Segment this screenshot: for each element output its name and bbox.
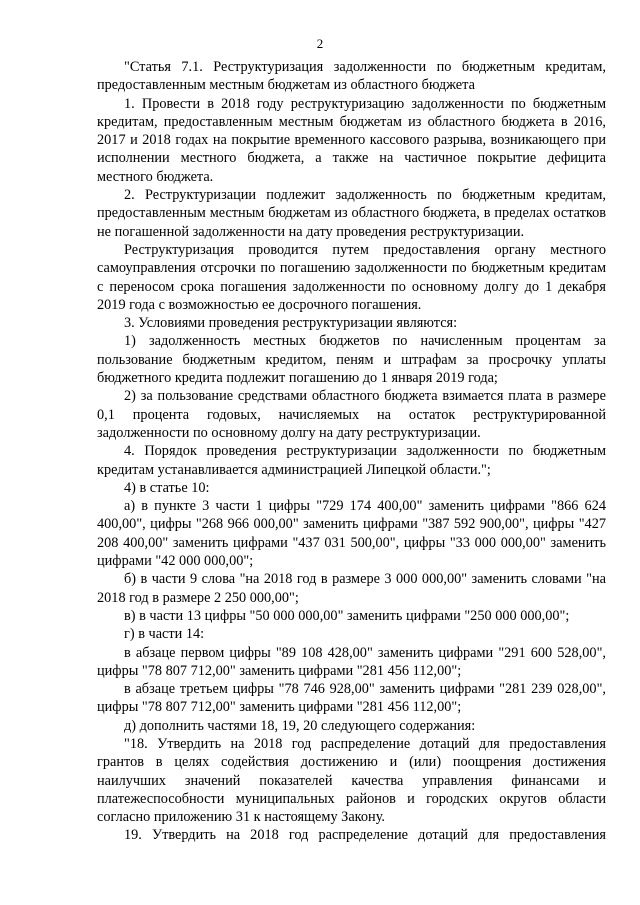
paragraph-abzac-3: в абзаце третьем цифры "78 746 928,00" заменить цифрами "281 239 028,00", цифры "78 807 712,00" заменить цифрами "281 456 112,00"; xyxy=(97,681,606,716)
paragraph-sub-d: д) дополнить частями 18, 19, 20 следующего содержания: xyxy=(124,717,476,734)
page-number: 2 xyxy=(316,36,324,51)
paragraph-restructuring: Реструктуризация проводится путем предоставления органу местного самоуправления отсрочки по погашению задолженности по бюджетным кредитам с переносом срока погашения задолженности по основному долгу до 1 декабря 2019 года с возможностью ее досрочного погашения. xyxy=(97,241,606,313)
document-body xyxy=(97,58,606,845)
paragraph-sub-v: в) в части 13 цифры "50 000 000,00" заменить цифрами "250 000 000,00"; xyxy=(124,607,570,624)
paragraph-item-1: 1. Провести в 2018 году реструктуризацию задолженности по бюджетным кредитам, предоставленным местным бюджетам из областного бюджета в 2016, 2017 и 2018 годах на покрытие временного кассового разрыва, возникающего при исполнении местного бюджета, а также на частичное покрытие дефицита местного бюджета. xyxy=(97,95,606,185)
paragraph-sub-a: а) в пункте 3 части 1 цифры "729 174 400,00" заменить цифрами "866 624 400,00", цифры "268 966 000,00" заменить цифрами "387 592 900,00", цифры "427 208 400,00" заменить цифрами "437 031 500,00", цифры "33 000 000,00" заменить цифрами "42 000 000,00"; xyxy=(97,498,606,570)
paragraph-item-2: 2. Реструктуризации подлежит задолженность по бюджетным кредитам, предоставленным местным бюджетам из областного бюджета, в пределах остатков не погашенной задолженности на дату проведения реструктуризации. xyxy=(97,187,606,240)
paragraph-abzac-1: в абзаце первом цифры "89 108 428,00" заменить цифрами "291 600 528,00", цифры "78 807 712,00" заменить цифрами "281 456 112,00"; xyxy=(97,644,606,679)
paragraph-item-4: 4. Порядок проведения реструктуризации задолженности по бюджетным кредитам устанавливается администрацией Липецкой области."; xyxy=(97,443,606,478)
article-heading: "Статья 7.1. Реструктуризация задолженности по бюджетным кредитам, предоставленным местным бюджетам из областного бюджета xyxy=(97,59,606,94)
paragraph-part-19: 19. Утвердить на 2018 год распределение дотаций для предоставления xyxy=(124,827,606,844)
paragraph-condition-2: 2) за пользование средствами областного бюджета взимается плата в размере 0,1 процента годовых, начисляемых на остаток реструктурированной задолженности по основному долгу на дату реструктуризации. xyxy=(97,388,606,441)
paragraph-article-10: 4) в статье 10: xyxy=(124,479,210,496)
paragraph-sub-b: б) в части 9 слова "на 2018 год в размере 3 000 000,00" заменить словами "на 2018 год в размере 2 250 000,00"; xyxy=(97,571,606,606)
paragraph-part-18: "18. Утвердить на 2018 год распределение дотаций для предоставления грантов в целях содействия достижению и (или) поощрения достижения наилучших значений показателей качества управления финансами и платежеспособности муниципальных районов и городских округов области согласно приложению 31 к настоящему Закону. xyxy=(97,735,606,826)
paragraph-condition-1: 1) задолженность местных бюджетов по начисленным процентам за пользование бюджетным кредитом, пеням и штрафам за просрочку уплаты бюджетного кредита подлежит погашению до 1 января 2019 года; xyxy=(97,333,606,387)
paragraph-sub-g: г) в части 14: xyxy=(124,626,205,643)
paragraph-item-3: 3. Условиями проведения реструктуризации являются: xyxy=(124,315,458,332)
